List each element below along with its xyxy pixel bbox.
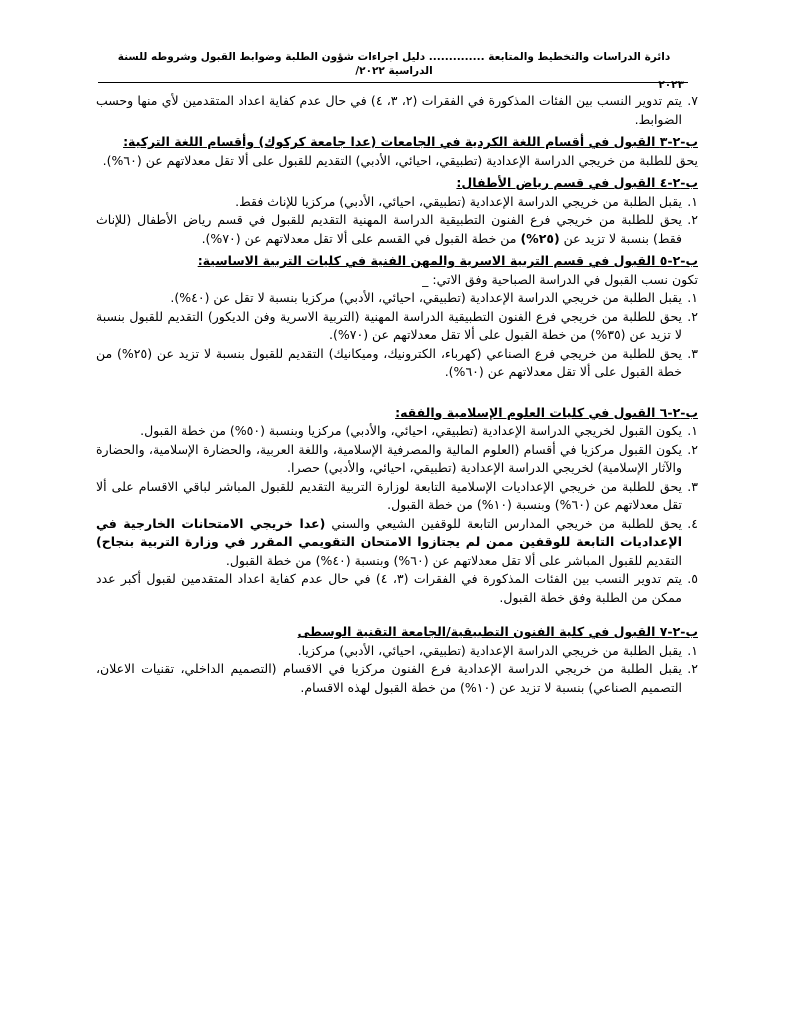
list-item xyxy=(96,478,698,515)
item-text: يحق للطلبة من خريجي فرع الفنون التطبيقية الدراسة المهنية التقديم للقبول في قسم رياض الأطفال (للإناث فقط) بنسبة لا تزيد عن xyxy=(96,212,682,246)
running-header xyxy=(104,50,684,92)
item-text: يحق للطلبة من خريجي الإعداديات الإسلامية التابعة لوزارة التربية التقديم للقبول المباشر لباقي الاقسام على ألا تقل معدلاتهم عن (٦٠%) وبنسبة (١٠%) من خطة القبول. xyxy=(96,478,682,512)
list-item xyxy=(96,642,698,661)
item-text: يكون القبول لخريجي الدراسة الإعدادية (تطبيقي، احيائي، والأدبي) مركزيا وبنسبة (٥٠%) من خطة القبول. xyxy=(140,423,682,438)
spacer xyxy=(96,607,698,619)
section-paragraph: تكون نسب القبول في الدراسة الصباحية وفق الاتي: _ xyxy=(422,271,698,287)
item-number: ١. xyxy=(687,642,698,658)
section-paragraph: يحق للطلبة من خريجي الدراسة الإعدادية (تطبيقي، احيائي، الأدبي) التقديم للقبول على ألا تقل معدلاتهم عن (٦٠%). xyxy=(102,152,698,168)
item-number: ٢. xyxy=(687,441,698,457)
section-heading: ب-٢-٥ القبول في قسم التربية الاسرية والمهن الفنية في كليات التربية الاساسية: xyxy=(197,253,698,268)
header-line-1: دائرة الدراسات والتخطيط والمتابعة .............. دليل اجراءات شؤون الطلبة وضوابط القبول وشروطه للسنة الدراسية ٢٠٢٢/ xyxy=(117,51,671,77)
header-divider xyxy=(98,82,688,83)
list-item xyxy=(96,211,698,248)
item-number: ٢. xyxy=(687,308,698,324)
item-number: ١. xyxy=(687,193,698,209)
list-item xyxy=(96,570,698,607)
item-text-bold: (٢٥%) xyxy=(520,230,560,246)
item-text: يتم تدوير النسب بين الفئات المذكورة في الفقرات (٢، ٣، ٤) في حال عدم كفاية اعداد المتقدمين لأي منها وحسب الضوابط. xyxy=(96,93,682,127)
document-body xyxy=(96,92,698,697)
item-text: يقبل الطلبة من خريجي الدراسة الإعدادية فرع الفنون مركزيا في الاقسام (التصميم الداخلي، تقنيات الاعلان، التصميم الصناعي) بنسبة لا تزيد عن (١٠%) من خطة القبول لهذه الاقسام. xyxy=(96,661,682,695)
list-item xyxy=(96,193,698,212)
item-text: من خطة القبول في القسم على ألا تقل معدلاتهم عن (٧٠%). xyxy=(201,230,521,246)
item-number: ٣. xyxy=(687,345,698,361)
section-heading: ب-٢-٣ القبول في أقسام اللغة الكردية في الجامعات (عدا جامعة كركوك) وأقسام اللغة التركية: xyxy=(123,134,698,149)
item-text: يقبل الطلبة من خريجي الدراسة الإعدادية (تطبيقي، احيائي، الأدبي) مركزيا بنسبة لا تقل عن (٤٠%). xyxy=(170,290,682,305)
section-heading: ب-٢-٦ القبول في كليات العلوم الإسلامية والفقه: xyxy=(395,404,698,420)
item-number: ٣. xyxy=(687,478,698,494)
list-item xyxy=(96,289,698,308)
item-number: ٥. xyxy=(687,571,698,586)
spacer xyxy=(96,382,698,400)
list-item xyxy=(96,515,698,571)
item-number: ١. xyxy=(687,290,698,305)
section-heading: ب-٢-٤ القبول في قسم رياض الأطفال: xyxy=(456,175,698,190)
item-text: يحق للطلبة من خريجي فرع الصناعي (كهرباء، الكترونيك، وميكانيك) التقديم للقبول بنسبة لا تزيد عن (٢٥%) من خطة القبول على ألا تقل معدلاتهم عن (٦٠%). xyxy=(96,345,682,379)
item-text-bold: (عدا خريجي الامتحانات الخارجية في الإعداديات التابعة للوقفين ممن لم يجتازوا الامتحان التقويمي المقرر في وزارة التربية بنجاح) xyxy=(96,515,682,549)
item-text: التقديم للقبول المباشر على ألا تقل معدلاتهم عن (٦٠%) وبنسبة (٤٠%) من خطة القبول. xyxy=(225,552,682,568)
item-number: ١. xyxy=(687,423,698,438)
item-text: يحق للطلبة من خريجي فرع الفنون التطبيقية الدراسة المهنية (التربية الاسرية وفن الديكور) التقديم للقبول بنسبة لا تزيد عن (٣٥%) من خطة القبول على ألا تقل معدلاتهم عن (٧٠%). xyxy=(96,308,682,342)
list-item xyxy=(96,308,698,345)
item-text: يقبل الطلبة من خريجي الدراسة الإعدادية (تطبيقي، احيائي، الأدبي) مركزيا. xyxy=(297,642,682,658)
item-number: ٧. xyxy=(687,93,698,108)
item-text: يتم تدوير النسب بين الفئات المذكورة في الفقرات (٣، ٤) في حال عدم كفاية اعداد المتقدمين لقبول أكبر عدد ممكن من الطلبة وفق خطة القبول. xyxy=(96,571,682,605)
list-item xyxy=(96,422,698,441)
section-heading: ب-٢-٧ القبول في كلية الفنون التطبيقية/الجامعة التقنية الوسطى xyxy=(297,624,698,639)
list-item xyxy=(96,660,698,697)
list-item xyxy=(96,92,698,129)
list-item xyxy=(96,345,698,382)
item-number: ٢. xyxy=(687,212,698,227)
item-text: يحق للطلبة من خريجي المدارس التابعة للوقفين الشيعي والسني xyxy=(325,515,682,531)
item-number: ٤. xyxy=(687,515,698,531)
header-line-2: ٢٠٢٣ xyxy=(658,79,684,91)
item-text: يقبل الطلبة من خريجي الدراسة الإعدادية (تطبيقي، احيائي، الأدبي) مركزيا للإناث فقط. xyxy=(235,193,682,209)
item-text: يكون القبول مركزيا في أقسام (العلوم المالية والمصرفية الإسلامية، واللغة العربية، والحضارة الإسلامية، والحضارة والآثار الإسلامية) لخريجي الدراسة الإعدادية (تطبيقي، احيائي، والأدبي) حصرا. xyxy=(96,441,682,475)
item-number: ٢. xyxy=(687,661,698,676)
list-item xyxy=(96,441,698,478)
